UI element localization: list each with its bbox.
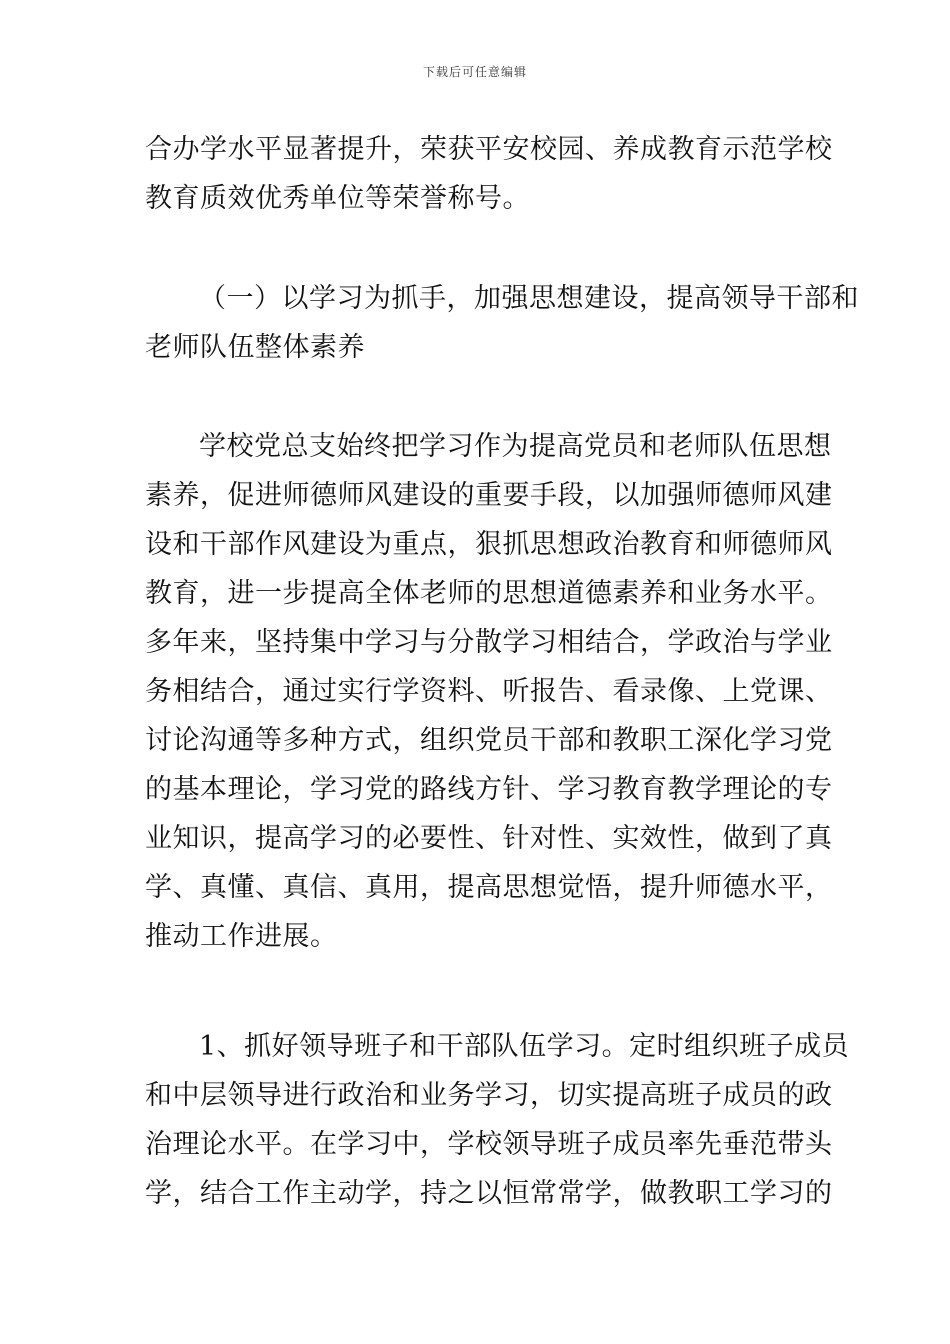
text-line: 学、真懂、真信、真用，提高思想觉悟，提升师德水平， [145,872,833,903]
section-heading [145,274,859,372]
text-line: 和中层领导进行政治和业务学习，切实提高班子成员的政 [145,1080,833,1111]
text-line: 讨论沟通等多种方式，组织党员干部和教职工深化学习党 [145,725,833,756]
text-line: 多年来，坚持集中学习与分散学习相结合，学政治与学业 [145,627,833,658]
text-line: 推动工作进展。 [145,921,338,952]
paragraph-4 [145,1022,850,1218]
paragraph-3 [145,422,833,961]
text-line: 合办学水平显著提升，荣获平安校园、养成教育示范学校 [145,134,833,165]
text-line: 素养，促进师德师风建设的重要手段，以加强师德师风建 [145,480,833,511]
text-line: （一）以学习为抓手，加强思想建设，提高领导干部和 [199,283,859,314]
text-line: 教育，进一步提高全体老师的思想道德素养和业务水平。 [145,578,833,609]
text-line: 的基本理论，学习党的路线方针、学习教育教学理论的专 [145,774,833,805]
text-line: 务相结合，通过实行学资料、听报告、看录像、上党课、 [145,676,833,707]
text-line: 治理论水平。在学习中，学校领导班子成员率先垂范带头 [145,1129,833,1160]
text-line: 教育质效优秀单位等荣誉称号。 [145,183,530,214]
text-line: 学校党总支始终把学习作为提高党员和老师队伍思想 [199,431,832,462]
paragraph-1 [145,125,833,223]
text-line: 设和干部作风建设为重点，狠抓思想政治教育和师德师风 [145,529,833,560]
text-line: 1、抓好领导班子和干部队伍学习。定时组织班子成员 [199,1031,850,1062]
text-line: 业知识，提高学习的必要性、针对性、实效性，做到了真 [145,823,833,854]
page-header: 下载后可任意编辑 [422,65,527,79]
text-line: 学，结合工作主动学，持之以恒常常学，做教职工学习的 [145,1178,833,1209]
text-line: 老师队伍整体素养 [145,332,365,363]
